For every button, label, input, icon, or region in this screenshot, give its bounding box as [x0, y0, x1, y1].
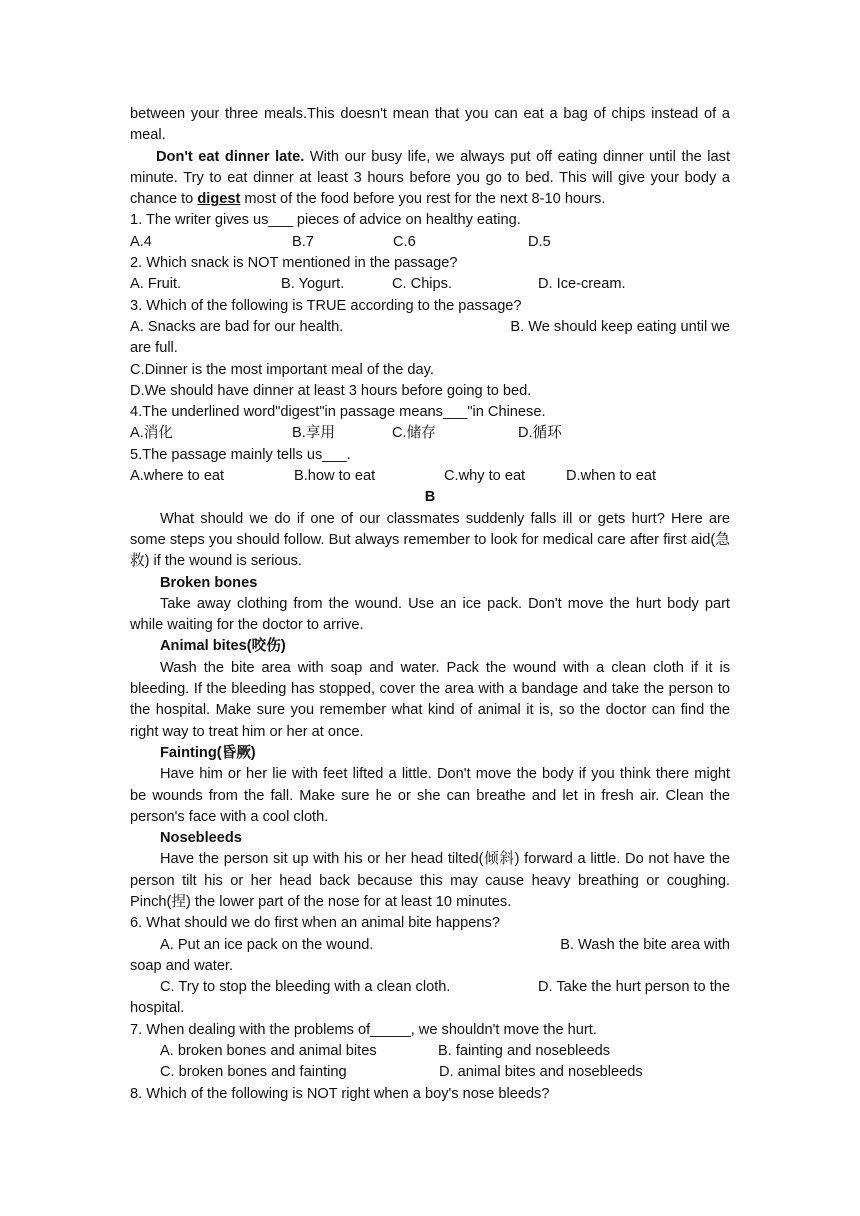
answer-options: [130, 274, 730, 295]
answer-option: A. Put an ice pack on the wound.: [160, 936, 374, 953]
answer-options: [130, 317, 730, 338]
answer-options: [130, 232, 730, 253]
answer-option: C. broken bones and fainting: [160, 1064, 347, 1081]
answer-option: C.6: [393, 233, 416, 250]
answer-option: A. broken bones and animal bites: [160, 1043, 377, 1060]
answer-option: D. Ice-cream.: [538, 276, 626, 293]
answer-option: B.享用: [292, 425, 335, 442]
subsection-title: Animal bites(咬伤): [160, 638, 286, 655]
subsection-title: Nosebleeds: [160, 830, 242, 847]
passage-paragraph: Wash the bite area with soap and water. Pack the wound with a clean cloth if it is bleeding. If the bleeding has stopped, cover the area with a bandage and take the person to the hospital. Make sure you remember what kind of animal it is, so the doctor can find the right way to treat him or her at once.: [130, 659, 730, 740]
question-stem: 7. When dealing with the problems of_____, we shouldn't move the hurt.: [130, 1021, 597, 1038]
question-stem: 2. Which snack is NOT mentioned in the passage?: [130, 255, 458, 272]
answer-option: D. Take the hurt person to the: [538, 979, 730, 996]
answer-option: B. Yogurt.: [281, 276, 345, 293]
answer-option: B. Wash the bite area with: [560, 936, 730, 953]
answer-option: B.how to eat: [294, 468, 376, 485]
answer-options: [130, 935, 730, 956]
answer-option: A. Snacks are bad for our health.: [130, 318, 344, 335]
question-stem: 5.The passage mainly tells us___.: [130, 446, 351, 463]
answer-options: [130, 466, 730, 487]
question-stem: 8. Which of the following is NOT right when a boy's nose bleeds?: [130, 1085, 550, 1102]
answer-option: C.储存: [392, 425, 436, 442]
answer-options: [130, 423, 730, 444]
answer-option: D.when to eat: [566, 468, 657, 485]
answer-option: C.Dinner is the most important meal of the day.: [130, 361, 434, 378]
paragraph-text: With our busy life, we always put off eating dinner until the last minute. Try to eat dinner at least 3 hours before you go to bed. This will give your body a chance to: [130, 148, 731, 208]
subsection-title: Fainting(昏厥): [160, 744, 256, 761]
answer-option: A.where to eat: [130, 468, 225, 485]
question-stem: 1. The writer gives us___ pieces of advice on healthy eating.: [130, 212, 521, 229]
answer-options: [130, 1062, 730, 1083]
answer-option: D. animal bites and nosebleeds: [439, 1064, 643, 1081]
passage-paragraph: Have him or her lie with feet lifted a little. Don't move the body if you think there might be wounds from the fall. Make sure he or she can breathe and let in fresh air. Clean the person's face with a cool cloth.: [130, 766, 730, 825]
answer-option: C. Try to stop the bleeding with a clean cloth.: [160, 979, 451, 996]
answer-option: C. Chips.: [392, 276, 453, 293]
passage-paragraph: [130, 147, 730, 211]
passage-paragraph: Have the person sit up with his or her head tilted(倾斜) forward a little. Do not have the person tilt his or her head back because this may cause heavy breathing or coughing. Pinch(捏) the lower part of the nose for at least 10 minutes.: [130, 851, 730, 910]
answer-option-continued: are full.: [130, 340, 178, 357]
answer-option-continued: hospital.: [130, 1000, 185, 1017]
answer-option: A.4: [130, 233, 152, 250]
question-stem: 4.The underlined word"digest"in passage means___"in Chinese.: [130, 404, 546, 421]
paragraph-text: most of the food before you rest for the next 8-10 hours.: [240, 191, 606, 208]
subsection-title: Broken bones: [160, 574, 258, 591]
answer-option: D.5: [528, 233, 551, 250]
answer-option: B. fainting and nosebleeds: [438, 1043, 611, 1060]
answer-option: C.why to eat: [444, 468, 526, 485]
document-content: [130, 104, 730, 1105]
answer-option: D.循环: [518, 425, 562, 442]
answer-option: A. Fruit.: [130, 276, 182, 293]
answer-option: B.7: [292, 233, 314, 250]
answer-option: B. We should keep eating until we: [510, 318, 730, 335]
answer-option: D.We should have dinner at least 3 hours before going to bed.: [130, 382, 532, 399]
answer-option: A.消化: [130, 425, 173, 442]
question-stem: 3. Which of the following is TRUE according to the passage?: [130, 297, 522, 314]
passage-paragraph: What should we do if one of our classmates suddenly falls ill or gets hurt? Here are some steps you should follow. But always remember to look for medical care after first aid(急救) if the wound is serious.: [130, 510, 730, 570]
answer-options: [130, 1041, 730, 1062]
question-stem: 6. What should we do first when an animal bite happens?: [130, 915, 500, 932]
advice-heading: Don't eat dinner late.: [156, 148, 305, 165]
underlined-word: digest: [197, 191, 241, 208]
answer-options: [130, 977, 730, 998]
passage-paragraph: between your three meals.This doesn't mean that you can eat a bag of chips instead of a meal.: [130, 106, 730, 144]
passage-paragraph: Take away clothing from the wound. Use an ice pack. Don't move the hurt body part while waiting for the doctor to arrive.: [130, 595, 730, 634]
answer-option-continued: soap and water.: [130, 957, 234, 974]
section-heading: B: [424, 489, 436, 506]
